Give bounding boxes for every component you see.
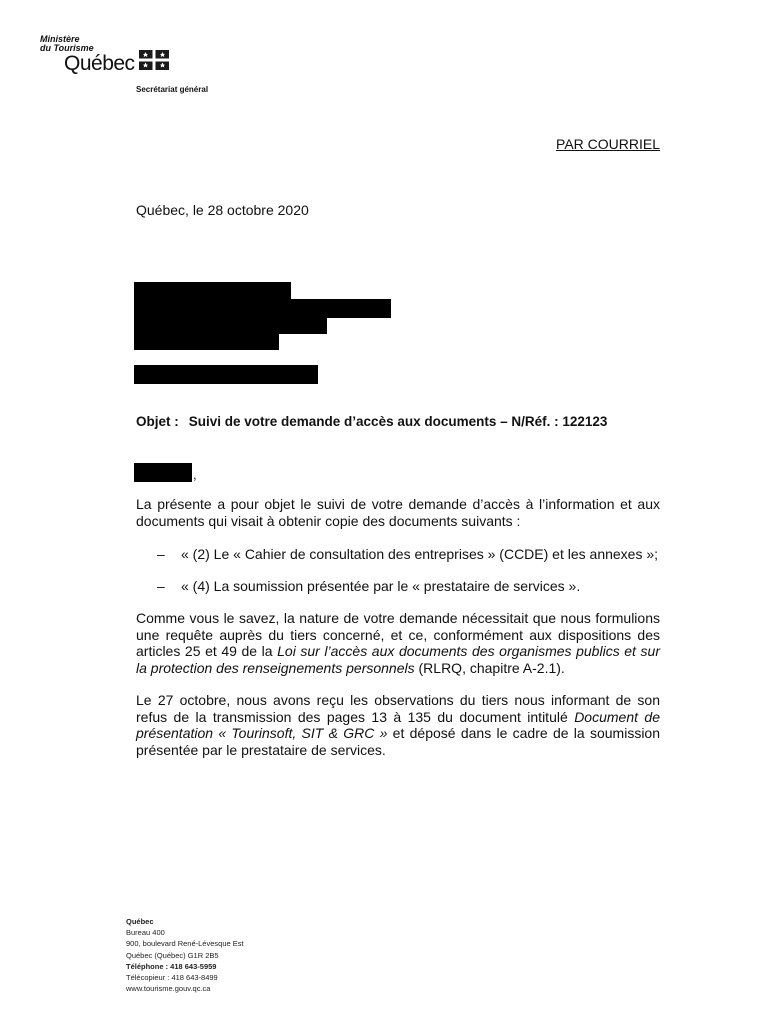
footer-street: 900, boulevard René-Lévesque Est [126,939,244,949]
footer-website: www.tourisme.gouv.qc.ca [126,984,211,994]
list-item [157,546,658,562]
footer-address [126,916,244,994]
redacted-recipient-line-4 [134,333,279,350]
delivery-method: PAR COURRIEL [556,136,660,152]
legal-text-b: (RLRQ, chapitre A-2.1). [414,659,565,676]
redacted-recipient-line-2 [134,299,391,318]
refusal-text-a: Le 27 octobre, nous avons reçu les observations du tiers nous informant de son refus de la transmission des pages 13 à 135 du document intitulé [136,692,660,725]
bullet-dash: – [157,578,165,594]
letter-date: Québec, le 28 octobre 2020 [136,202,309,218]
subject-line [136,414,607,429]
legal-text-a: Comme vous le savez, la nature de votre demande nécessitait que nous formulions une requête auprès du tiers concerné, et ce, conformément aux dispositions des articles 25 et 49 de la [136,610,660,659]
logo-line-ministere: Ministère [40,34,80,44]
footer-postal: Québec (Québec) G1R 2B5 [126,950,219,960]
footer-phone: Téléphone : 418 643-5959 [126,961,217,971]
bullet-text: « (2) Le « Cahier de consultation des entreprises » (CCDE) et les annexes »; [181,546,659,562]
redacted-recipient-line-3 [134,317,327,334]
footer-fax: Télécopieur : 418 643-8499 [126,973,218,983]
subject-text: Suivi de votre demande d’accès aux documents – N/Réf. : 122123 [188,414,608,429]
redacted-salutation [134,463,192,482]
subject-label: Objet : [136,414,179,429]
footer-city: Québec [126,917,154,926]
refusal-text-b: et déposé dans le cadre de la soumission présentée par le prestataire de services. [136,725,661,758]
logo-line-tourisme: du Tourisme [40,43,94,53]
footer-office: Bureau 400 [126,928,165,938]
paragraph-intro: La présente a pour objet le suivi de votre demande d’accès à l’information et aux documents qui visait à obtenir copie des documents suivants : [136,496,660,529]
list-item [157,578,580,594]
paragraph-legal-basis [136,610,660,676]
bullet-text: « (4) La soumission présentée par le « prestataire de services ». [181,578,581,594]
quebec-flag-icon [139,50,169,70]
unit-name: Secrétariat général [136,85,209,94]
logo-line-quebec: Québec [64,52,135,75]
redacted-recipient-line-5 [134,365,318,384]
law-title: Loi sur l’accès aux documents des organismes publics et sur la protection des renseignements personnels [136,643,660,676]
redacted-recipient-line-1 [134,282,291,300]
ministry-logo [40,34,180,84]
document-title: Document de présentation « Tourinsoft, SIT & GRC » [136,708,660,741]
salutation-comma: , [193,467,197,482]
bullet-dash: – [157,546,165,562]
paragraph-third-party-refusal [136,692,660,758]
